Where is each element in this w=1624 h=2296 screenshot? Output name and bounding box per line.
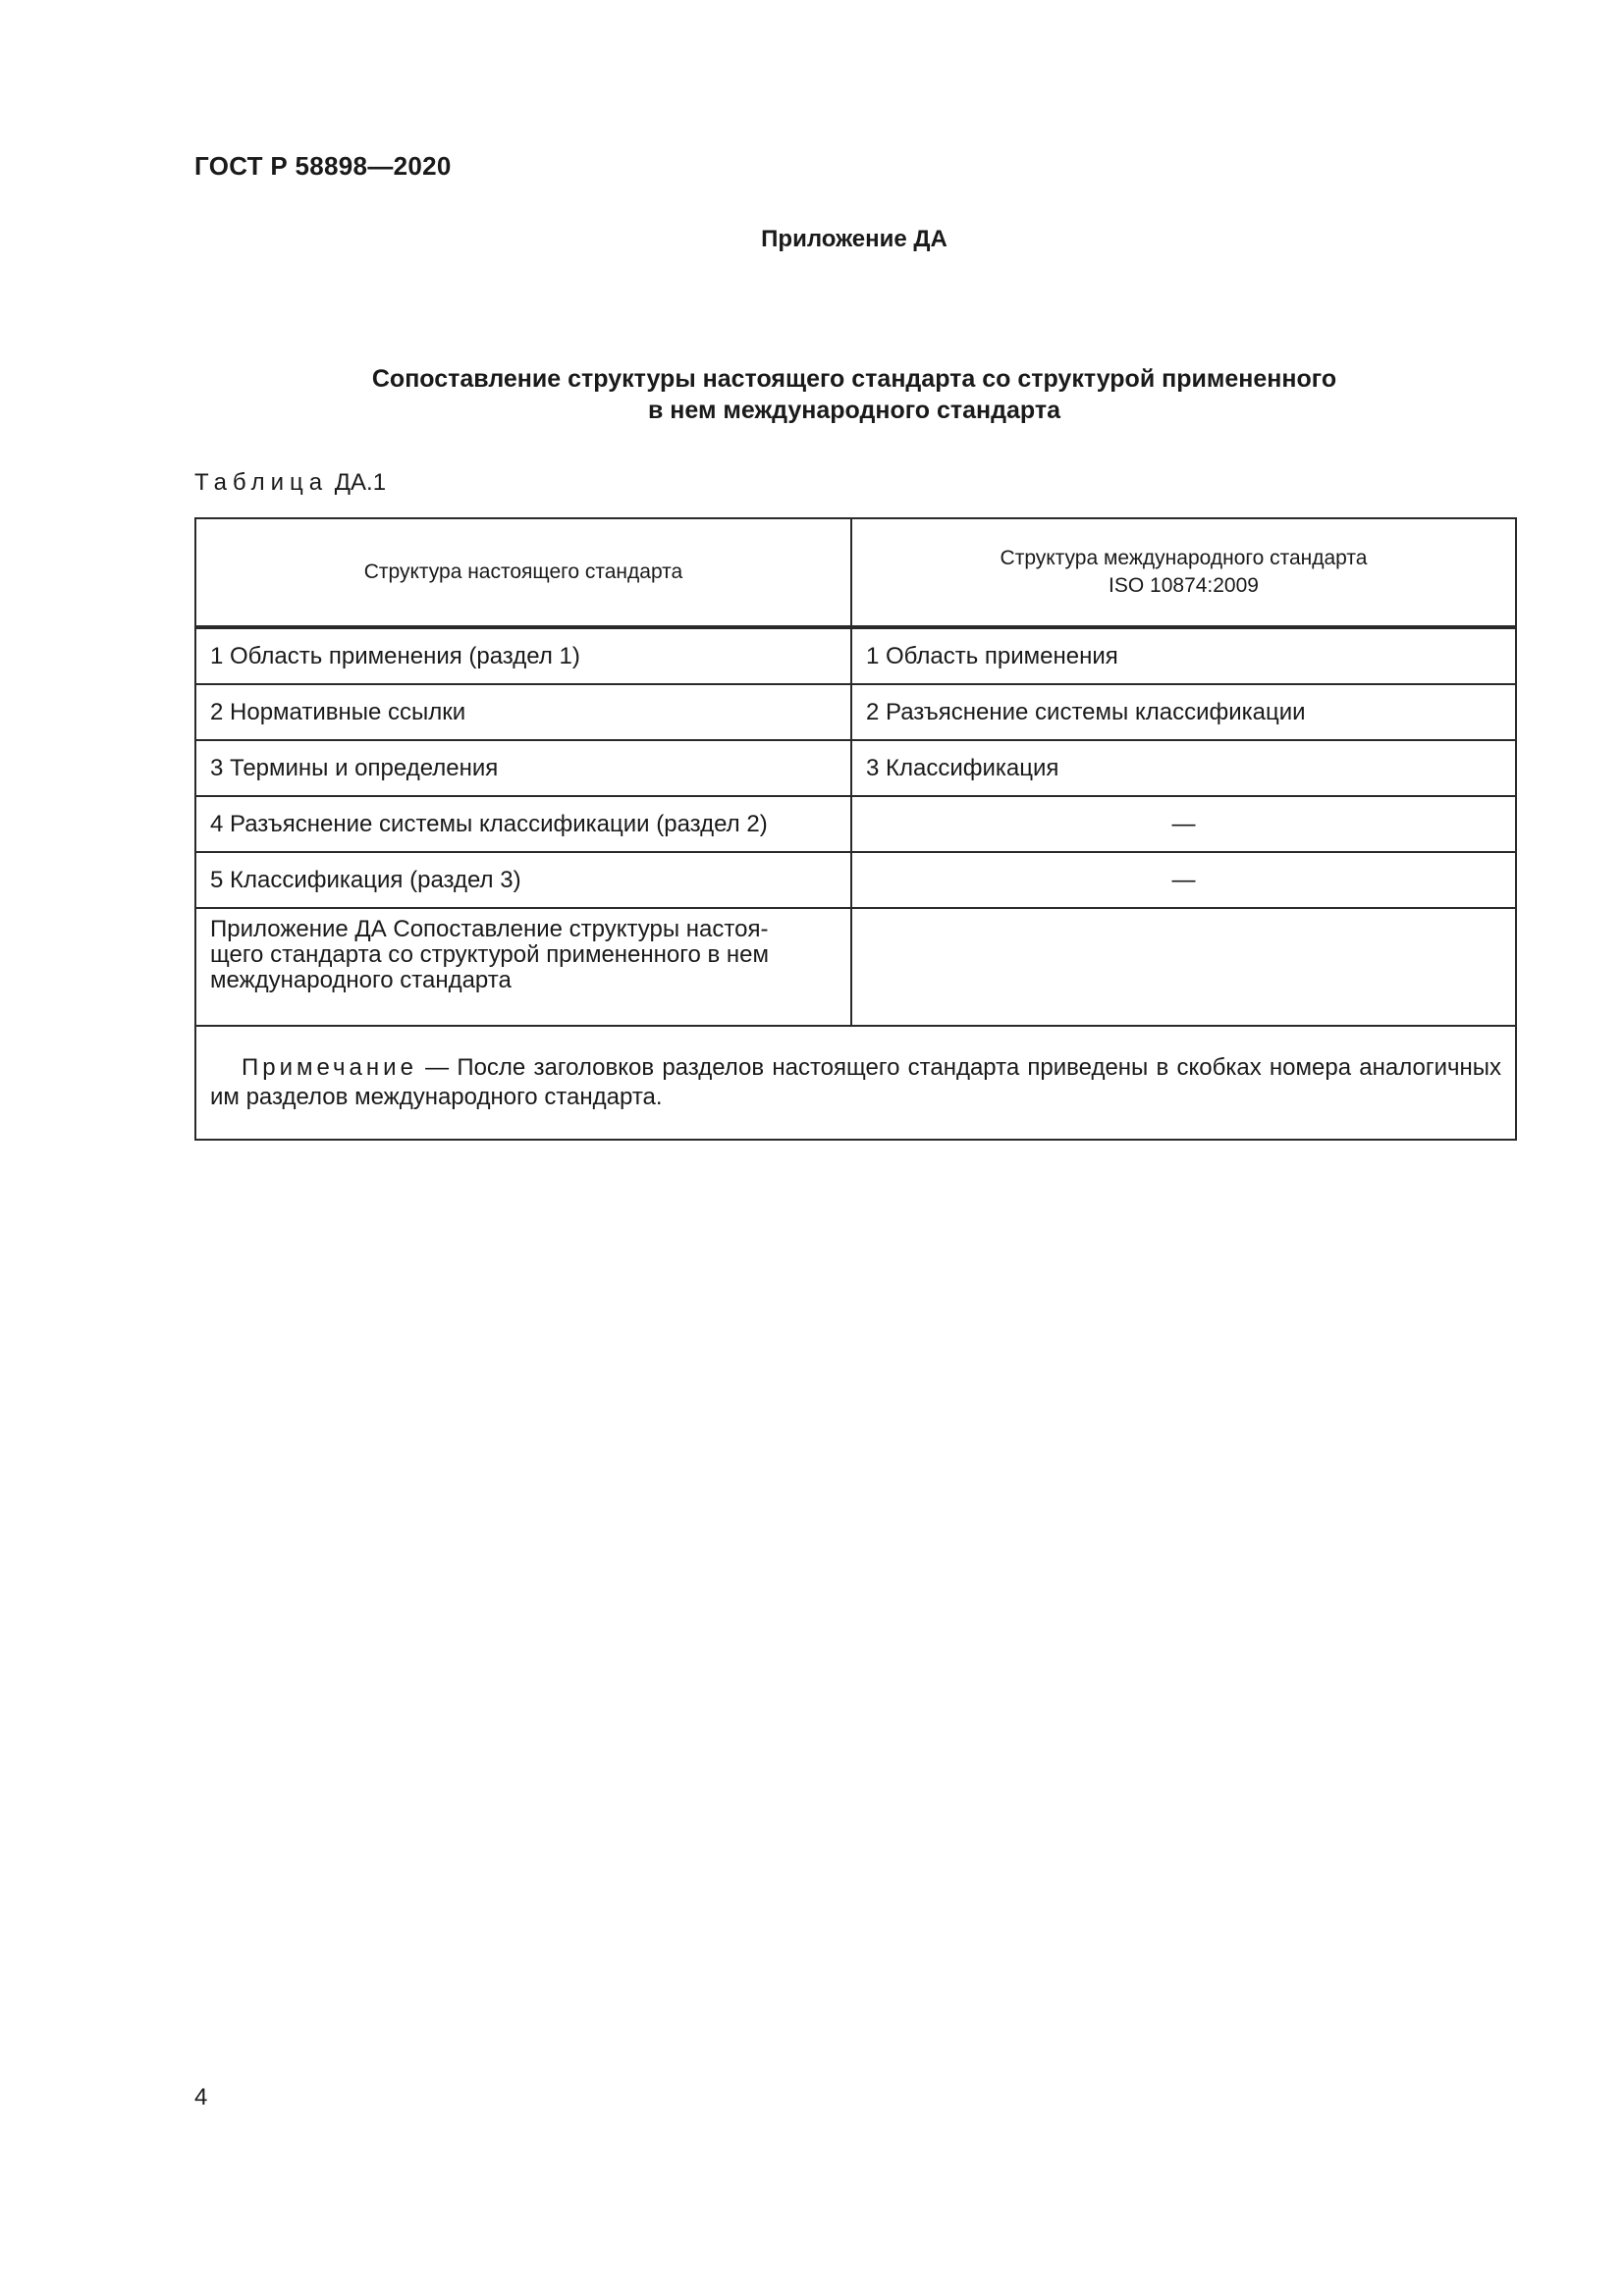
comparison-table: [194, 517, 1517, 1141]
appendix-title-line: Сопоставление структуры настоящего стандарта со структурой примененного: [371, 365, 1337, 393]
table-row: [195, 684, 1516, 740]
cell-international: [851, 908, 1516, 1026]
cell-current: 1 Область применения (раздел 1): [195, 627, 851, 684]
appendix-title: [194, 363, 1514, 426]
table-note: [195, 1026, 1516, 1140]
appendix-label: Приложение ДА: [761, 226, 947, 252]
table-note-row: [195, 1026, 1516, 1140]
cell-line: Приложение ДА Сопоставление структуры настоя-: [210, 916, 769, 942]
cell-current: 5 Классификация (раздел 3): [195, 852, 851, 908]
cell-line: международного стандарта: [210, 967, 512, 993]
header-cell-current-standard: Структура настоящего стандарта: [195, 518, 851, 627]
header-cell-international-standard: [851, 518, 1516, 627]
cell-current: 3 Термины и определения: [195, 740, 851, 796]
table-row-appendix: [195, 908, 1516, 1026]
header-line: ISO 10874:2009: [1109, 574, 1259, 597]
table-row: [195, 796, 1516, 852]
cell-international: 3 Классификация: [851, 740, 1516, 796]
cell-current: [195, 908, 851, 1026]
document-code: ГОСТ Р 58898—2020: [194, 151, 452, 181]
page-number: 4: [194, 2084, 208, 2110]
cell-international: —: [851, 852, 1516, 908]
table-row: [195, 627, 1516, 684]
table-row: [195, 740, 1516, 796]
cell-line: щего стандарта со структурой примененного в нем: [210, 941, 770, 968]
table-caption-number: ДА.1: [334, 469, 387, 496]
note-text: — После заголовков разделов настоящего стандарта приведены в скобках номера аналогичных им разделов международного стандарта.: [210, 1054, 1501, 1110]
header-line: Структура международного стандарта: [1000, 547, 1368, 569]
appendix-title-line: в нем международного стандарта: [647, 397, 1061, 424]
table-caption: [194, 469, 386, 497]
cell-current: 2 Нормативные ссылки: [195, 684, 851, 740]
table-row: [195, 852, 1516, 908]
note-lead: Примечание: [242, 1054, 417, 1081]
table-header-row: [195, 518, 1516, 627]
cell-international: 2 Разъяснение системы классификации: [851, 684, 1516, 740]
table-caption-word: Таблица: [194, 469, 329, 496]
cell-international: 1 Область применения: [851, 627, 1516, 684]
cell-international: —: [851, 796, 1516, 852]
cell-current: 4 Разъяснение системы классификации (раздел 2): [195, 796, 851, 852]
